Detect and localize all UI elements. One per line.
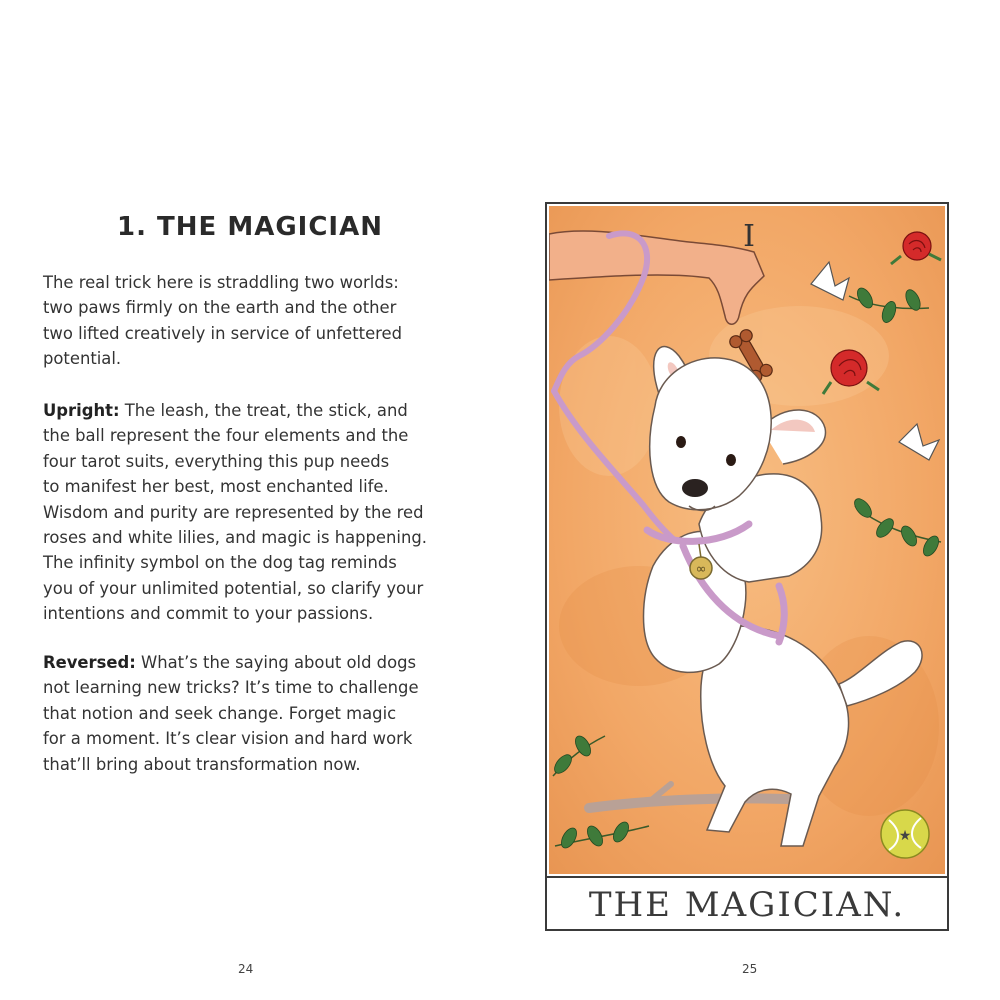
reversed-line: for a moment. It’s clear vision and hard work [43,729,413,749]
upright-paragraph [43,398,463,627]
svg-text:∞: ∞ [695,562,707,577]
intro-line: The real trick here is straddling two worlds: [43,273,399,292]
intro-line: potential. [43,349,122,369]
page-number-right: 25 [742,962,758,976]
reversed-line: that’ll bring about transformation now. [43,754,361,774]
upright-line: four tarot suits, everything this pup needs [43,451,390,471]
card-illustration-svg [549,206,945,874]
upright-label: Upright: [43,401,120,420]
upright-line: roses and white lilies, and magic is happening. [43,528,427,548]
reversed-text: What’s the saying about old dogs [135,653,417,672]
page-number-left: 24 [238,962,254,976]
reversed-label: Reversed: [43,653,136,672]
tennis-ball [881,810,929,858]
reversed-line: not learning new tricks? It’s time to challenge [43,678,419,698]
card-caption: THE MAGICIAN. [547,876,947,931]
roman-numeral: I [743,219,755,254]
upright-line: to manifest her best, most enchanted life. [43,477,389,497]
svg-text:★: ★ [898,828,912,844]
intro-paragraph [43,270,463,372]
tarot-card [545,202,949,931]
upright-line: Wisdom and purity are represented by the red [43,502,424,522]
intro-line: two lifted creatively in service of unfettered [43,323,403,343]
reversed-line [43,650,463,675]
intro-line: two paws firmly on the earth and the other [43,298,397,318]
page-title: 1. THE MAGICIAN [117,212,383,242]
upright-line: you of your unlimited potential, so clarify your [43,578,424,598]
upright-line: the ball represent the four elements and the [43,426,409,446]
upright-line [43,398,463,423]
right-page [500,0,1000,1000]
upright-line: intentions and commit to your passions. [43,604,374,624]
reversed-paragraph [43,650,463,777]
card-illustration [549,206,945,874]
upright-line: The infinity symbol on the dog tag reminds [43,553,397,573]
upright-text: The leash, the treat, the stick, and [119,401,408,420]
reversed-line: that notion and seek change. Forget magic [43,703,397,723]
